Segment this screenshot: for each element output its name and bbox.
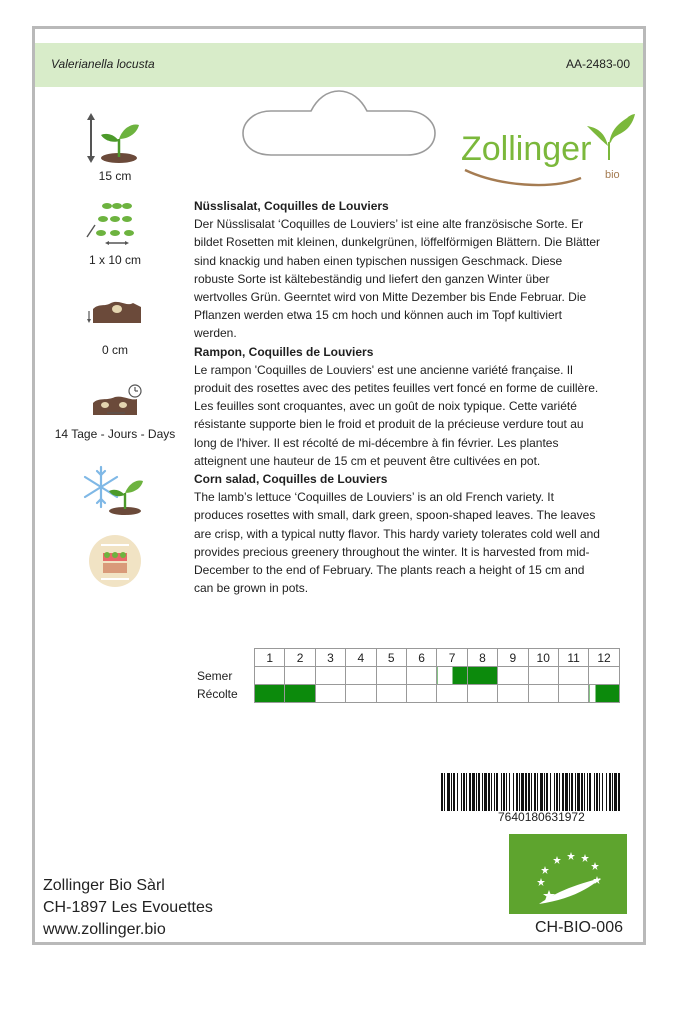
description-body-fr: Le rampon 'Coquilles de Louviers' est une ancienne variété française. Il produit des rosettes avec des petites feuilles vert foncé en forme de cuillère. Les feuilles sont croquantes, avec un goût de noix typique. Cette variété résistante supporte bien le froid et produit de la précieuse verdure tout au long de l'hiver. Il est récolté de mi-décembre à fin février. Les plantes atteignent une hauteur de 15 cm et peuvent être cultivées en pot.	[194, 362, 599, 468]
calendar-cell	[467, 685, 497, 703]
barcode-bar	[494, 773, 495, 811]
calendar-header-row	[195, 649, 619, 667]
barcode-bar	[463, 773, 465, 811]
brand-sub: bio	[605, 169, 620, 181]
barcode-bar	[441, 773, 443, 811]
calendar-cell	[406, 685, 436, 703]
barcode-bar	[444, 773, 445, 811]
calendar-month-3: 3	[315, 649, 345, 667]
calendar-row-label: Semer	[197, 668, 233, 683]
calendar-cell	[376, 667, 406, 685]
barcode-bar	[596, 773, 598, 811]
sowing-depth-icon	[83, 297, 147, 325]
barcode-bar	[447, 773, 450, 811]
barcode-bar	[540, 773, 543, 811]
barcode-bar	[577, 773, 580, 811]
barcode-bar	[559, 773, 560, 811]
barcode-bar	[599, 773, 600, 811]
barcode-bar	[569, 773, 570, 811]
barcode-bar	[478, 773, 480, 811]
plant-height-label: 15 cm	[98, 169, 132, 183]
calendar-month-2: 2	[285, 649, 315, 667]
barcode-bar	[451, 773, 452, 811]
barcode-bar	[534, 773, 536, 811]
barcode-bar	[594, 773, 595, 811]
calendar-cell	[285, 685, 315, 703]
barcode-bar	[501, 773, 502, 811]
barcode-bar	[584, 773, 585, 811]
barcode-bar	[484, 773, 487, 811]
description-title-de: Nüsslisalat, Coquilles de Louviers	[194, 199, 389, 213]
latin-name: Valerianella locusta	[51, 57, 155, 71]
sowing-depth	[35, 297, 195, 357]
barcode-bar	[469, 773, 471, 811]
barcode-bar	[554, 773, 555, 811]
barcode-bar	[516, 773, 518, 811]
company-name: Zollinger Bio Sàrl	[43, 877, 165, 894]
barcode-bar	[556, 773, 558, 811]
barcode-bar	[550, 773, 551, 811]
barcode-bar	[546, 773, 548, 811]
seed-packet-back	[32, 26, 646, 945]
calendar-cell	[406, 667, 436, 685]
barcode-bar	[506, 773, 507, 811]
barcode-bar	[461, 773, 462, 811]
calendar-cell	[558, 667, 588, 685]
balcony-garden-icon	[83, 533, 147, 589]
calendar-month-12: 12	[589, 649, 619, 667]
description-body-de: Der Nüsslisalat ‘Coquilles de Louviers’ ist eine alte französische Sorte. Er bildet Rosetten mit kleinen, dunkelgrünen, löffelförmigen Blättern. Die Blätter sind knackig und haben einen typischen nussigen Geschmack. Diese robuste Sorte ist kältebeständig und liefert den ganzen Winter über wertvolles Grün. Geerntet wird von Mitte Dezember bis Ende Februar. Die Pflanzen werden etwa 15 cm hoch und können auch im Topf kultiviert werden.	[194, 217, 601, 341]
barcode-bar	[531, 773, 532, 811]
calendar-month-1: 1	[255, 649, 285, 667]
germination-time	[35, 383, 195, 441]
ean-number: 7640180631972	[498, 810, 585, 824]
barcode-bar	[503, 773, 505, 811]
calendar-cell	[528, 685, 558, 703]
calendar-table	[195, 648, 620, 703]
spacing-icon	[83, 201, 147, 247]
calendar-cell	[558, 685, 588, 703]
barcode-bar	[521, 773, 524, 811]
calendar-cell	[467, 667, 497, 685]
description-title-en: Corn salad, Coquilles de Louviers	[194, 472, 388, 487]
calendar-cell	[346, 667, 376, 685]
calendar-corner	[195, 649, 255, 667]
calendar-cell	[498, 667, 528, 685]
barcode-bar	[476, 773, 477, 811]
brand-wordmark: Zollinger	[461, 130, 592, 168]
barcode-bar	[565, 773, 568, 811]
bio-certification-code: CH-BIO-006	[534, 919, 623, 936]
calendar-cell	[255, 685, 285, 703]
calendar-cell	[528, 667, 558, 685]
calendar-cell	[437, 685, 467, 703]
calendar-month-7: 7	[437, 649, 467, 667]
barcode-bar	[519, 773, 520, 811]
calendar-month-6: 6	[406, 649, 436, 667]
barcode-bar	[466, 773, 467, 811]
calendar-cell	[498, 685, 528, 703]
barcode-bar	[537, 773, 538, 811]
calendar-cell	[285, 667, 315, 685]
barcode-bar	[513, 773, 514, 811]
barcode-bar	[453, 773, 455, 811]
calendar-month-8: 8	[467, 649, 497, 667]
germination-label: 14 Tage - Jours - Days	[54, 427, 176, 441]
calendar-month-11: 11	[558, 649, 588, 667]
barcode-bar	[614, 773, 617, 811]
plant-height	[35, 113, 195, 183]
barcode-bar	[618, 773, 620, 811]
calendar-cell	[589, 685, 619, 703]
calendar-cell	[376, 685, 406, 703]
company-location: CH-1897 Les Evouettes	[43, 899, 213, 916]
barcode-bar	[612, 773, 613, 811]
calendar-month-5: 5	[376, 649, 406, 667]
barcode-bar	[609, 773, 611, 811]
barcode-bar	[457, 773, 458, 811]
header-bar	[35, 43, 643, 87]
barcode-bar	[589, 773, 591, 811]
barcode-bar	[496, 773, 498, 811]
calendar-cell	[437, 667, 467, 685]
frost-hardy-icon	[83, 463, 147, 517]
company-website[interactable]: www.zollinger.bio	[43, 921, 166, 938]
calendar-row-label: Récolte	[197, 686, 238, 701]
barcode-bar	[581, 773, 583, 811]
calendar-cell	[255, 667, 285, 685]
calendar-month-9: 9	[498, 649, 528, 667]
calendar-row-1	[195, 685, 619, 703]
hang-hole-icon	[239, 89, 439, 157]
calendar-month-10: 10	[528, 649, 558, 667]
barcode-bar	[509, 773, 510, 811]
eu-organic-leaf-icon	[509, 834, 627, 914]
barcode-bar	[544, 773, 545, 811]
barcode-bar	[587, 773, 588, 811]
barcode-bar	[562, 773, 564, 811]
barcode-icon	[441, 773, 621, 813]
barcode-bar	[602, 773, 603, 811]
barcode-bar	[525, 773, 527, 811]
description	[194, 197, 604, 597]
barcode-bar	[571, 773, 573, 811]
article-code: AA-2483-00	[565, 57, 630, 71]
frost-hardy	[35, 463, 195, 517]
barcode-bar	[606, 773, 607, 811]
company-address	[43, 875, 213, 941]
description-title-fr: Rampon, Coquilles de Louviers	[194, 344, 374, 359]
balcony-garden	[35, 533, 195, 589]
description-body-en: The lamb’s lettuce ‘Coquilles de Louviers’ is an old French variety. It produces rosettes with small, dark green, spoon-shaped leaves. The leaves are crisp, with a typical nutty flavor. This hardy variety tolerates cold well and provides precious greenery throughout the winter. It is harvested from mid-December to the end of February. The plants reach a height of 15 cm and can be grown in pots.	[194, 490, 600, 596]
barcode-bar	[482, 773, 483, 811]
barcode-bar	[491, 773, 492, 811]
spacing-label: 1 x 10 cm	[88, 253, 142, 267]
sowing-harvest-calendar	[195, 648, 620, 703]
plant-spacing	[35, 201, 195, 267]
plant-height-icon	[83, 113, 147, 163]
calendar-row-0	[195, 667, 619, 685]
zollinger-logo-icon	[459, 104, 639, 200]
barcode-bar	[528, 773, 530, 811]
calendar-cell	[315, 667, 345, 685]
sowing-depth-label: 0 cm	[101, 343, 128, 357]
calendar-cell	[315, 685, 345, 703]
calendar-month-4: 4	[346, 649, 376, 667]
calendar-cell	[589, 667, 619, 685]
eu-organic-logo	[509, 834, 627, 914]
calendar-cell	[346, 685, 376, 703]
barcode-bar	[575, 773, 576, 811]
barcode-bar	[472, 773, 475, 811]
barcode-bar	[488, 773, 490, 811]
germination-time-icon	[83, 383, 147, 417]
